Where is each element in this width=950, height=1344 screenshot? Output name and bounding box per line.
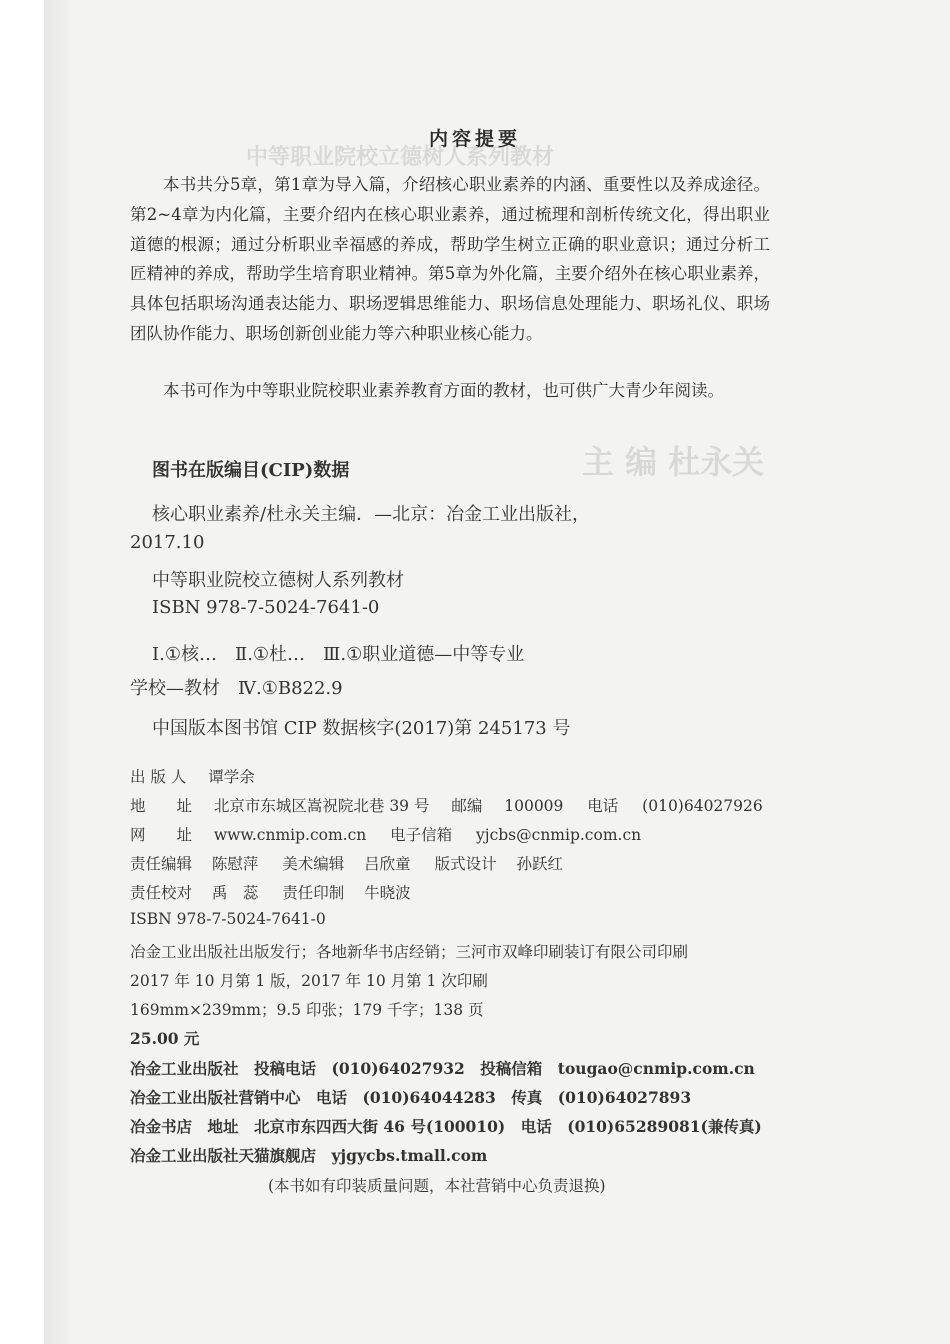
cip-line-7: 中国版本图书馆 CIP 数据核字(2017)第 245173 号 <box>152 718 571 739</box>
summary-paragraph-2: 本书可作为中等职业院校职业素养教育方面的教材，也可供广大青少年阅读。 <box>163 381 724 400</box>
phone: (010)64027926 <box>642 797 763 815</box>
summary-paragraph-1: 本书共分5章，第1章为导入篇，介绍核心职业素养的内涵、重要性以及养成途径。第2~4章为内化篇，主要介绍内在核心职业素养，通过梳理和剖析传统文化，得出职业道德的根源；通过分析职业幸福感的养成，帮助学生树立正确的职业意识；通过分析工匠精神的养成，帮助学生培育职业精神。第5章为外化篇，主要介绍外在核心职业素养，具体包括职场沟通表达能力、职场逻辑思维能力、职场信息处理能力、职场礼仪、职场团队协作能力、职场创新创业能力等六种职业核心能力。 <box>130 175 770 343</box>
website: www.cnmip.com.cn <box>213 826 367 844</box>
proof-row <box>130 881 411 903</box>
art-editor-name: 吕欣童 <box>364 855 411 873</box>
cip-line-5: Ⅰ.①核… Ⅱ.①杜… Ⅲ.①职业道德—中等专业 <box>152 644 525 665</box>
email: yjcbs@cnmip.com.cn <box>476 826 642 844</box>
print-label: 责任印制 <box>282 884 345 902</box>
bleed-through-series: 中等职业院校立德树人系列教材 <box>246 144 555 170</box>
bleed-through-editor: 主 编 杜永关 <box>582 443 765 481</box>
summary-title: 内容提要 <box>428 128 521 150</box>
specs: 169mm×239mm；9.5 印张；179 千字；138 页 <box>130 1001 484 1019</box>
contact-tmall-store: 冶金工业出版社天猫旗舰店 yjgycbs.tmall.com <box>130 1146 488 1165</box>
address-row <box>130 794 763 816</box>
address-label: 地 址 <box>130 797 193 815</box>
email-label: 电子信箱 <box>390 826 453 844</box>
print-name: 牛晓波 <box>364 884 411 902</box>
postcode: 100009 <box>504 797 564 815</box>
contact-bookstore: 冶金书店 地址 北京市东四西大街 46 号(100010) 电话 (010)65289081(兼传真) <box>130 1117 762 1136</box>
cip-line-6: 学校—教材 Ⅳ.①B822.9 <box>130 678 343 699</box>
cip-line-4: ISBN 978-7-5024-7641-0 <box>152 597 380 618</box>
phone-label: 电话 <box>587 797 619 815</box>
contact-marketing: 冶金工业出版社营销中心 电话 (010)64044283 传真 (010)64027893 <box>130 1088 692 1107</box>
cip-title: 图书在版编目(CIP)数据 <box>152 460 350 481</box>
publisher-label: 出 版 人 <box>130 768 187 786</box>
proof-name: 禹 蕊 <box>211 884 259 902</box>
editor-name: 陈慰萍 <box>211 855 259 873</box>
editors-row <box>130 852 563 874</box>
editor-label: 责任编辑 <box>130 855 193 873</box>
distribution: 冶金工业出版社出版发行；各地新华书店经销；三河市双峰印刷装订有限公司印刷 <box>130 943 689 961</box>
cip-line-1: 核心职业素养/杜永关主编．—北京：冶金工业出版社， <box>152 504 591 525</box>
isbn: ISBN 978-7-5024-7641-0 <box>130 910 326 928</box>
cip-line-3: 中等职业院校立德树人系列教材 <box>152 570 404 591</box>
address: 北京市东城区嵩祝院北巷 39 号 <box>213 797 430 815</box>
cip-line-2: 2017.10 <box>130 532 205 553</box>
web-row <box>130 823 641 845</box>
publisher-name: 谭学余 <box>208 768 255 786</box>
return-notice: (本书如有印装质量问题，本社营销中心负责退换) <box>268 1177 606 1195</box>
contact-submission: 冶金工业出版社 投稿电话 (010)64027932 投稿信箱 tougao@cnmip.com.cn <box>130 1059 755 1078</box>
price: 25.00 元 <box>130 1029 200 1048</box>
postcode-label: 邮编 <box>451 797 483 815</box>
layout-label: 版式设计 <box>434 855 497 873</box>
art-editor-label: 美术编辑 <box>282 855 345 873</box>
edition: 2017 年 10 月第 1 版，2017 年 10 月第 1 次印刷 <box>130 972 488 990</box>
proof-label: 责任校对 <box>130 884 193 902</box>
web-label: 网 址 <box>130 826 193 844</box>
layout-name: 孙跃红 <box>516 855 563 873</box>
publisher-row <box>130 765 255 787</box>
